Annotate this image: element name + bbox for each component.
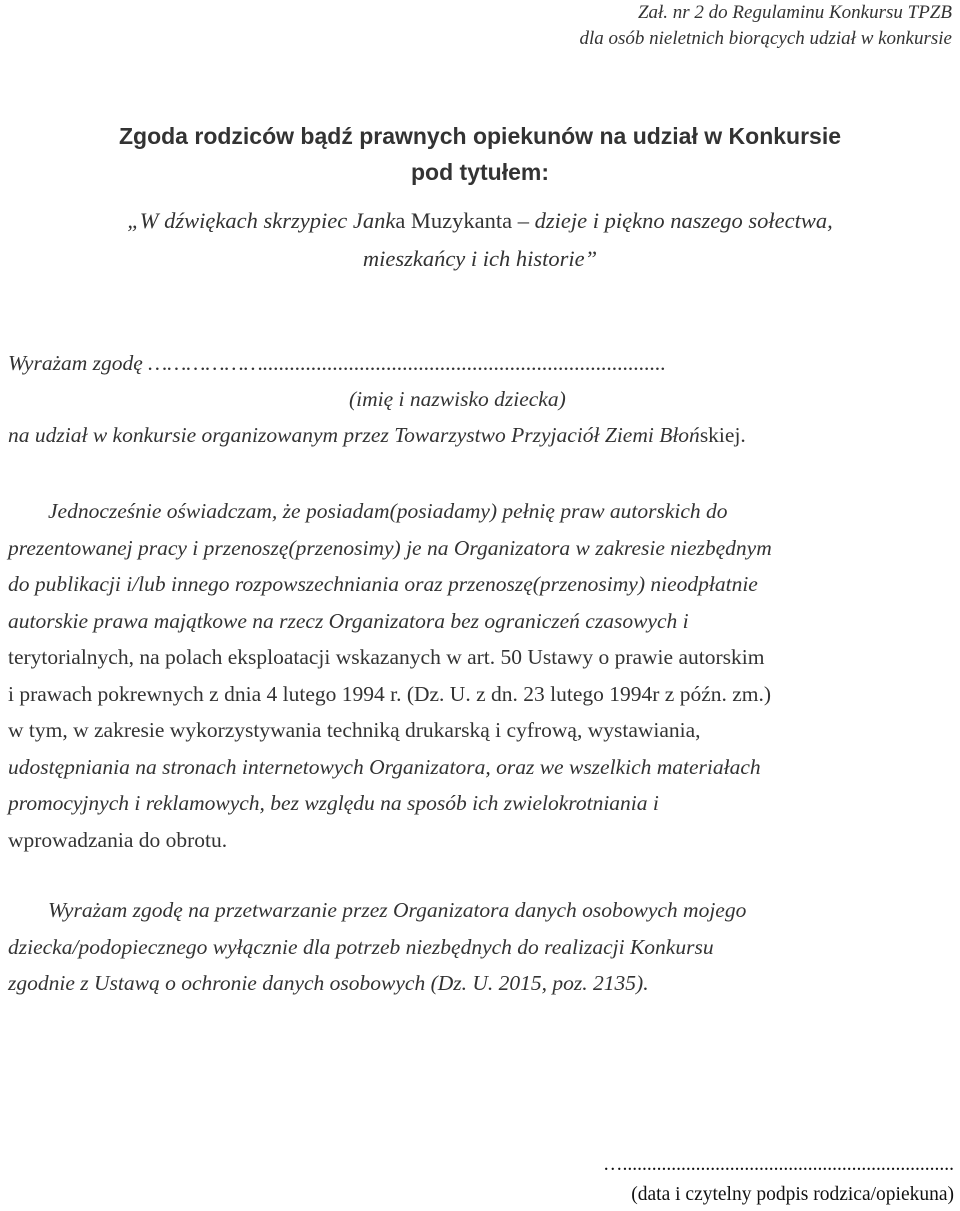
child-name-caption: (imię i nazwisko dziecka) xyxy=(349,387,566,411)
consent-line-3-b: skiej. xyxy=(699,423,746,447)
consent-prefix: Wyrażam zgodę xyxy=(8,351,143,375)
signature-block xyxy=(254,1150,954,1210)
signature-line: ….................................................................... xyxy=(603,1154,954,1175)
declaration-line-5: terytorialnych, na polach eksploatacji wskazanych w art. 50 Ustawy o prawie autorskim xyxy=(8,645,765,669)
annex-line-1: Zał. nr 2 do Regulaminu Konkursu TPZB xyxy=(637,2,952,23)
consent-line-1 xyxy=(8,345,952,381)
data-processing-consent xyxy=(8,892,952,1002)
declaration-line-9: promocyjnych i reklamowych, bez względu na sposób ich zwielokrotniania i xyxy=(8,791,659,815)
copyright-declaration xyxy=(8,493,952,858)
declaration-line-3: do publikacji i/lub innego rozpowszechniania oraz przenoszę(przenosimy) nieodpłatnie xyxy=(8,572,758,596)
document-title xyxy=(0,118,960,190)
gdpr-line-2: dziecka/podopiecznego wyłącznie dla potrzeb niezbędnych do realizacji Konkursu xyxy=(8,934,714,959)
contest-name-part-a: „W dźwiękach skrzypiec Jank xyxy=(127,208,396,233)
contest-name-line-2: mieszkańcy i ich historie” xyxy=(362,246,598,271)
declaration-line-2: prezentowanej pracy i przenoszę(przenosimy) je na Organizatora w zakresie niezbędnym xyxy=(8,535,772,560)
contest-name-part-b: a Muzykanta xyxy=(395,208,513,233)
declaration-line-6: i prawach pokrewnych z dnia 4 lutego 1994 r. (Dz. U. z dn. 23 lutego 1994r z późn. zm.) xyxy=(8,681,772,706)
contest-name-part-c: – dzieje i piękno naszego sołectwa, xyxy=(512,208,833,233)
child-name-field: ………………........................................................................... xyxy=(142,351,666,375)
declaration-line-4: autorskie prawa majątkowe na rzecz Organizatora bez ograniczeń czasowych i xyxy=(8,608,689,633)
declaration-line-8: udostępniania na stronach internetowych Organizatora, oraz we wszelkich materiałach xyxy=(8,754,761,779)
consent-line-3-a: na udział w konkursie organizowanym przez Towarzystwo Przyjaciół Ziemi Błoń xyxy=(8,423,700,447)
gdpr-line-1: Wyrażam zgodę na przetwarzanie przez Organizatora danych osobowych mojego xyxy=(48,898,747,922)
title-line-1: Zgoda rodziców bądź prawnych opiekunów na udział w Konkursie xyxy=(118,123,842,149)
declaration-line-7: w tym, w zakresie wykorzystywania techniką drukarską i cyfrową, wystawiania, xyxy=(8,718,701,742)
gdpr-line-3: zgodnie z Ustawą o ochronie danych osobowych (Dz. U. 2015, poz. 2135). xyxy=(8,971,649,995)
contest-name-line-1 xyxy=(0,202,960,240)
annex-header xyxy=(352,0,952,52)
declaration-line-1: Jednocześnie oświadczam, że posiadam(posiadamy) pełnię praw autorskich do xyxy=(48,499,728,523)
title-line-2: pod tytułem: xyxy=(411,159,549,185)
annex-line-2: dla osób nieletnich biorących udział w konkursie xyxy=(579,28,952,49)
declaration-line-10: wprowadzania do obrotu. xyxy=(8,827,228,852)
participation-consent xyxy=(8,345,952,453)
contest-name xyxy=(0,202,960,278)
signature-caption: (data i czytelny podpis rodzica/opiekuna) xyxy=(631,1184,954,1205)
consent-line-3 xyxy=(8,417,952,453)
